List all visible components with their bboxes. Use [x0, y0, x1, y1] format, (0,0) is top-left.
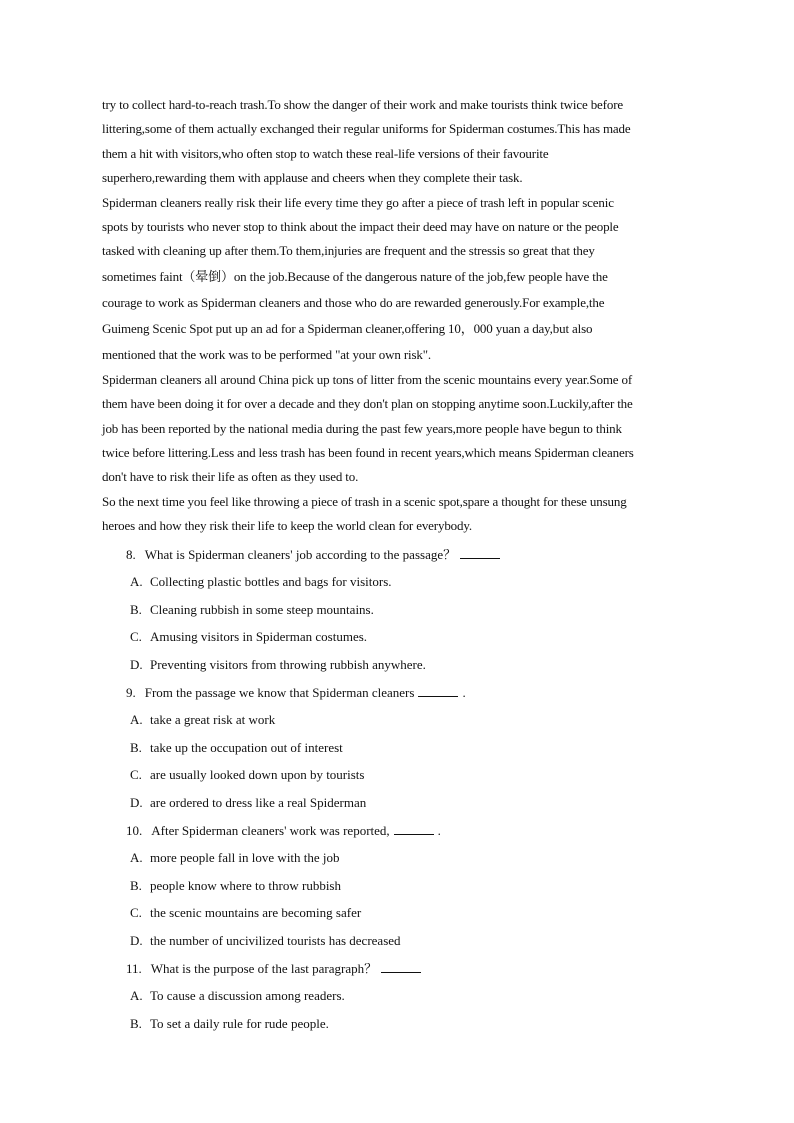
- option-text: Cleaning rubbish in some steep mountains.: [150, 601, 374, 617]
- answer-blank[interactable]: [418, 686, 458, 697]
- option-a[interactable]: [102, 844, 698, 872]
- question-stem: [102, 955, 698, 983]
- question-tail: .: [437, 822, 441, 838]
- text-line: don't have to risk their life as often as they used to.: [102, 469, 359, 485]
- text-line: sometimes faint（晕倒）on the job.Because of the dangerous nature of the job,few people have the: [102, 268, 608, 284]
- document-page: [102, 93, 698, 1037]
- option-text: the scenic mountains are becoming safer: [150, 905, 362, 921]
- option-b[interactable]: [102, 596, 698, 624]
- reading-passage: [102, 93, 698, 539]
- option-d[interactable]: [102, 789, 698, 817]
- answer-blank[interactable]: [460, 548, 500, 559]
- option-text: more people fall in love with the job: [150, 850, 340, 866]
- text-line: try to collect hard-to-reach trash.To show the danger of their work and make tourists think twice before: [102, 97, 624, 112]
- option-c[interactable]: [102, 899, 698, 927]
- option-text: To cause a discussion among readers.: [150, 988, 345, 1004]
- paragraph-4: [102, 490, 698, 539]
- option-c[interactable]: [102, 623, 698, 651]
- text-line: Spiderman cleaners all around China pick up tons of litter from the scenic mountains every year.Some of: [102, 371, 633, 387]
- option-a[interactable]: [102, 706, 698, 734]
- option-d[interactable]: [102, 651, 698, 679]
- text-line: courage to work as Spiderman cleaners and those who do are rewarded generously.For example,the: [102, 294, 605, 310]
- option-text: Amusing visitors in Spiderman costumes.: [150, 629, 368, 645]
- option-text: take up the occupation out of interest: [150, 739, 343, 755]
- option-text: Collecting plastic bottles and bags for visitors.: [150, 574, 392, 590]
- option-text: the number of uncivilized tourists has decreased: [150, 933, 401, 948]
- question-10: [102, 817, 698, 955]
- answer-blank[interactable]: [394, 824, 434, 835]
- question-text: After Spiderman cleaners' work was reported,: [151, 822, 390, 838]
- option-letter: C.: [130, 767, 142, 783]
- option-text: people know where to throw rubbish: [150, 877, 341, 893]
- option-letter: C.: [130, 629, 142, 645]
- question-8: [102, 541, 698, 679]
- option-d[interactable]: [102, 927, 698, 955]
- question-11: [102, 955, 698, 1038]
- question-text: From the passage we know that Spiderman cleaners: [144, 684, 415, 700]
- option-text: Preventing visitors from throwing rubbish anywhere.: [150, 657, 426, 673]
- text-line: twice before littering.Less and less trash has been found in recent years,which means Spiderman cleaners: [102, 445, 634, 461]
- option-letter: B.: [130, 877, 142, 893]
- option-letter: D.: [130, 795, 143, 811]
- option-text: are ordered to dress like a real Spiderman: [150, 795, 367, 811]
- question-tail: .: [462, 684, 466, 700]
- text-line: superhero,rewarding them with applause and cheers when they complete their task.: [102, 170, 523, 186]
- option-b[interactable]: [102, 734, 698, 762]
- question-9: [102, 679, 698, 817]
- question-text: What is the purpose of the last paragraph？: [150, 960, 378, 976]
- text-line: them a hit with visitors,who often stop to watch these real-life versions of their favourite: [102, 145, 549, 161]
- question-number: 8.: [126, 546, 136, 562]
- option-letter: A.: [130, 988, 143, 1004]
- text-line: spots by tourists who never stop to think about the impact their deed may have on nature or the people: [102, 219, 619, 235]
- question-number: 10.: [126, 822, 143, 838]
- text-line: So the next time you feel like throwing a piece of trash in a scenic spot,spare a thought for these unsung: [102, 493, 627, 509]
- text-line: job has been reported by the national media during the past few years,more people have begun to think: [102, 420, 622, 436]
- option-letter: D.: [130, 933, 143, 948]
- text-line: littering,some of them actually exchanged their regular uniforms for Spiderman costumes.This has made: [102, 121, 631, 137]
- question-list: [102, 541, 698, 1038]
- question-number: 11.: [126, 960, 142, 976]
- text-line: mentioned that the work was to be performed "at your own risk".: [102, 346, 431, 362]
- option-letter: B.: [130, 1015, 142, 1031]
- text-line: tasked with cleaning up after them.To them,injuries are frequent and the stressis so great that they: [102, 243, 595, 259]
- question-number: 9.: [126, 684, 136, 700]
- paragraph-3: [102, 368, 698, 490]
- text-line: Spiderman cleaners really risk their life every time they go after a piece of trash left in popular scenic: [102, 194, 614, 210]
- option-letter: B.: [130, 601, 142, 617]
- option-text: To set a daily rule for rude people.: [150, 1015, 329, 1031]
- text-line: Guimeng Scenic Spot put up an ad for a Spiderman cleaner,offering 10，000 yuan a day,but also: [102, 320, 593, 336]
- option-b[interactable]: [102, 1010, 698, 1038]
- option-letter: A.: [130, 712, 143, 728]
- option-a[interactable]: [102, 568, 698, 596]
- answer-blank[interactable]: [381, 962, 421, 973]
- question-stem: [102, 679, 698, 707]
- question-text: What is Spiderman cleaners' job according to the passage？: [144, 546, 457, 562]
- paragraph-1: [102, 93, 698, 191]
- option-text: are usually looked down upon by tourists: [150, 767, 365, 783]
- paragraph-2: [102, 191, 698, 368]
- option-letter: B.: [130, 739, 142, 755]
- option-letter: D.: [130, 657, 143, 673]
- option-text: take a great risk at work: [150, 712, 276, 728]
- text-line: them have been doing it for over a decade and they don't plan on stopping anytime soon.Luckily,after the: [102, 396, 633, 412]
- question-stem: [102, 541, 698, 569]
- option-a[interactable]: [102, 982, 698, 1010]
- option-c[interactable]: [102, 761, 698, 789]
- text-line: heroes and how they risk their life to keep the world clean for everybody.: [102, 518, 472, 534]
- question-stem: [102, 817, 698, 845]
- option-letter: A.: [130, 574, 143, 590]
- option-letter: C.: [130, 905, 142, 921]
- option-letter: A.: [130, 850, 143, 866]
- option-b[interactable]: [102, 872, 698, 900]
